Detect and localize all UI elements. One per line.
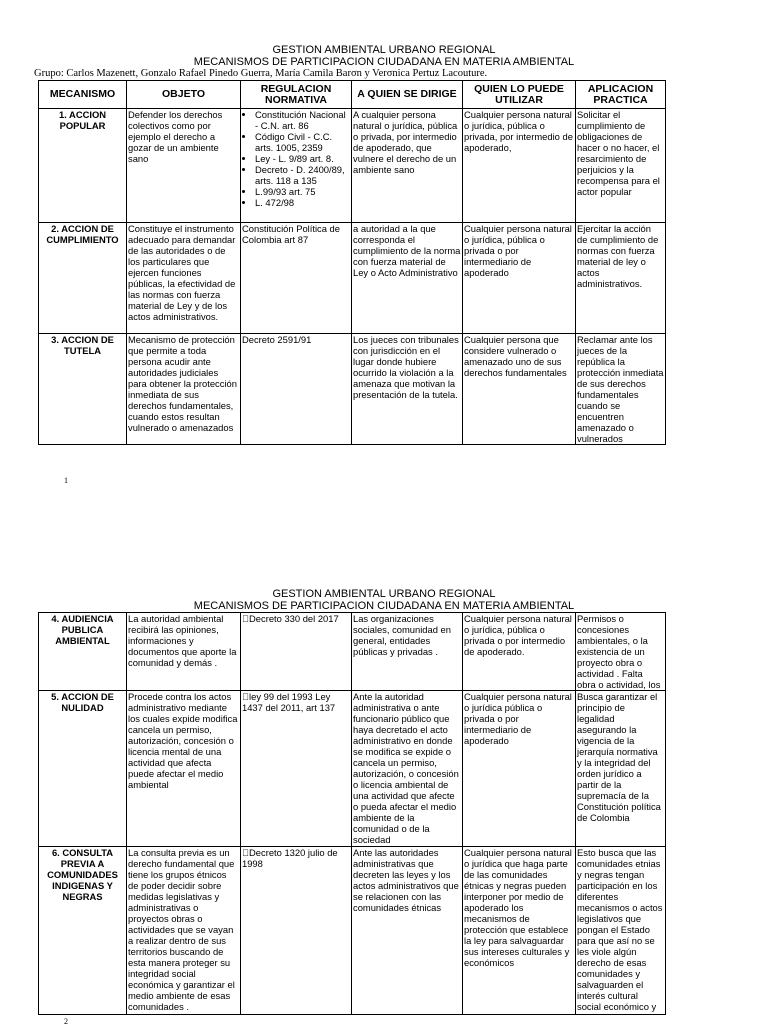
dirige-cell: A cualquier persona natural o jurídica, pública o privada, por intermedio de apoderado, que vulnere el derecho de un ambiente sano [352,109,463,223]
page2-subtitle: MECANISMOS DE PARTICIPACION CIUDADANA EN MATERIA AMBIENTAL [193,600,575,612]
list-item: • L.99/93 art. 75 [255,186,350,197]
table-row [39,223,666,334]
regulacion-cell [241,109,352,223]
objeto-cell: Constituye el instrumento adecuado para demandar de las autoridades o de los particulares que ejercen funciones públicas, la efectividad de las normas con fuerza material de Ley y de los actos administrativos. [127,223,241,334]
page-number: 1 [64,476,68,485]
aplicacion-cell: Ejercitar la acción de cumplimiento de normas con fuerza material de ley o actos administrativos. [576,223,666,334]
header-dirige: A QUIEN SE DIRIGE [352,81,463,109]
regulacion-list [242,109,350,208]
mechanisms-table-page1 [38,80,666,445]
aplicacion-cell: Reclamar ante los jueces de la república la protección inmediata de sus derechos fundamentales cuando se encuentren amenazado o vulnerados [577,334,664,444]
table-row [39,613,666,691]
objeto-cell: Mecanismo de protección que permite a toda persona acudir ante autoridades judiciales para obtener la protección inmediata de sus derechos fundamentales, cuando estos resultan vulnerado o amenazados [127,334,241,445]
objeto-cell: Procede contra los actos administrativo mediante los cuales expide modifica cancela un permiso, autorización, concesión o licencia mental de una actividad que afecta puede afectar el medio ambiental [127,691,241,847]
page1-title: GESTION AMBIENTAL URBANO REGIONAL [272,44,496,56]
header-aplicacion: APLICACION PRACTICA [576,81,666,109]
dirige-cell: Ante la autoridad administrativa o ante funcionario público que haya decretado el acto administrativo en donde se modifica se expide o cancela un permiso, autorización, o concesión o licencia ambiental de una actividad que afecte o pueda afectar el medio ambiente de la comunidad o de la sociedad [352,691,463,847]
aplicacion-cell: Solicitar el cumplimiento de obligaciones de hacer o no hacer, el resarcimiento de perjuicios y la recompensa para el actor popular [576,109,666,223]
mechanism-cell: 2. ACCION DE CUMPLIMIENTO [39,223,127,334]
regulacion-cell: ley 99 del 1993 Ley 1437 del 2011, art 137 [241,691,352,847]
objeto-cell: La consulta previa es un derecho fundamental que tiene los grupos étnicos de poder decidir sobre medidas legislativas y administrativas o proyectos obras o actividades que se vayan a realizar dentro de sus territorios buscando de esta manera proteger su integridad social económica y garantizar el medio ambiente de esas comunidades . [127,847,241,1015]
dirige-cell: a autoridad a la que corresponda el cumplimiento de la norma con fuerza material de Ley o Acto Administrativo [352,223,463,334]
utilizar-cell: Cualquier persona natural o jurídica, pública o privada o por intermediario de apoderado [463,223,576,334]
utilizar-cell: Cualquier persona natural o jurídica que haga parte de las comunidades étnicas y negras pueden interponer por medio de apoderado los mecanismos de protección que establece la ley para salvaguardar sus intereses culturales y económicos [463,847,576,1015]
table-row [39,691,666,847]
regulacion-cell: Decreto 1320 julio de 1998 [241,847,352,1015]
aplicacion-cell: Esto busca que las comunidades etnias y negras tengan participación en los diferentes mecanismos o actos legislativos que pongan el Estado para que así no se les viole algún derecho de esas comunidades y salvaguarden el interés cultural social económico y [576,847,666,1015]
mechanism-cell: 1. ACCION POPULAR [39,109,127,223]
list-item: • Decreto - D. 2400/89, arts. 118 a 135 [255,164,350,186]
regulacion-cell: Decreto 2591/91 [241,334,352,445]
list-item: • Código Civil - C.C. arts. 1005, 2359 [255,131,350,153]
objeto-cell: La autoridad ambiental recibirá las opiniones, informaciones y documentos que aporte la comunidad y demás . [127,613,241,691]
page2-title: GESTION AMBIENTAL URBANO REGIONAL [272,588,496,600]
header-mecanismo: MECANISMO [39,81,127,109]
dirige-cell: Las organizaciones sociales, comunidad en general, entidades públicas y privadas . [352,613,463,691]
mechanism-cell: 3. ACCION DE TUTELA [39,334,127,445]
mechanism-cell: 4. AUDIENCIA PUBLICA AMBIENTAL [39,613,127,691]
page-number: 2 [64,1017,68,1026]
regulacion-cell: Decreto 330 del 2017 [241,613,352,691]
list-item: • L. 472/98 [255,197,350,208]
table-row [39,109,666,223]
regulacion-cell: Constitución Política de Colombia art 87 [241,223,352,334]
mechanisms-table-page2 [38,612,666,1015]
table-row [39,847,666,1015]
aplicacion-cell: Permisos o concesiones ambientales, o la existencia de un proyecto obra o actividad . Falta obra o actividad, los [576,613,666,691]
page1-subtitle: MECANISMOS DE PARTICIPACION CIUDADANA EN MATERIA AMBIENTAL [193,56,575,68]
header-regulacion: REGULACION NORMATIVA [241,81,352,109]
utilizar-cell: Cualquier persona natural o jurídica, pública o privada, por intermedio de apoderado, [463,109,576,223]
aplicacion-cell: Busca garantizar el principio de legalidad asegurando la vigencia de la jerarquía normativa y la integridad del orden jurídico a partir de la supremacía de la Constitución política de Colombia [576,691,666,847]
utilizar-cell: Cualquier persona que considere vulnerado o amenazado uno de sus derechos fundamentales [463,334,576,445]
list-item: • Ley - L. 9/89 art. 8. [255,153,350,164]
header-utilizar: QUIEN LO PUEDE UTILIZAR [463,81,576,109]
dirige-cell: Ante las autoridades administrativas que decreten las leyes y los actos administrativos que se relacionen con las comunidades étnicas [352,847,463,1015]
table-row [39,334,666,445]
list-item: • Constitución Nacional - C.N. art. 86 [255,109,350,131]
header-objeto: OBJETO [127,81,241,109]
objeto-cell: Defender los derechos colectivos como por ejemplo el derecho a gozar de un ambiente sano [127,109,241,223]
group-members: Grupo: Carlos Mazenett, Gonzalo Rafael Pinedo Guerra, María Camila Barσn y Verσnica Pertuz Lacouture. [34,68,488,79]
utilizar-cell: Cualquier persona natural o jurídica, pública o privada o por intermedio de apoderado. [463,613,576,691]
mechanism-cell: 6. CONSULTA PREVIA A COMUNIDADES INDIGENAS Y NEGRAS [39,847,127,1015]
utilizar-cell: Cualquier persona natural o jurídica pública o privada o por intermediario de apoderado [463,691,576,847]
dirige-cell: Los jueces con tribunales con jurisdicción en el lugar donde hubiere ocurrido la violación a la amenaza que motivan la presentación de la tutela. [352,334,463,445]
table-header-row [39,81,666,109]
mechanism-cell: 5. ACCION DE NULIDAD [39,691,127,847]
